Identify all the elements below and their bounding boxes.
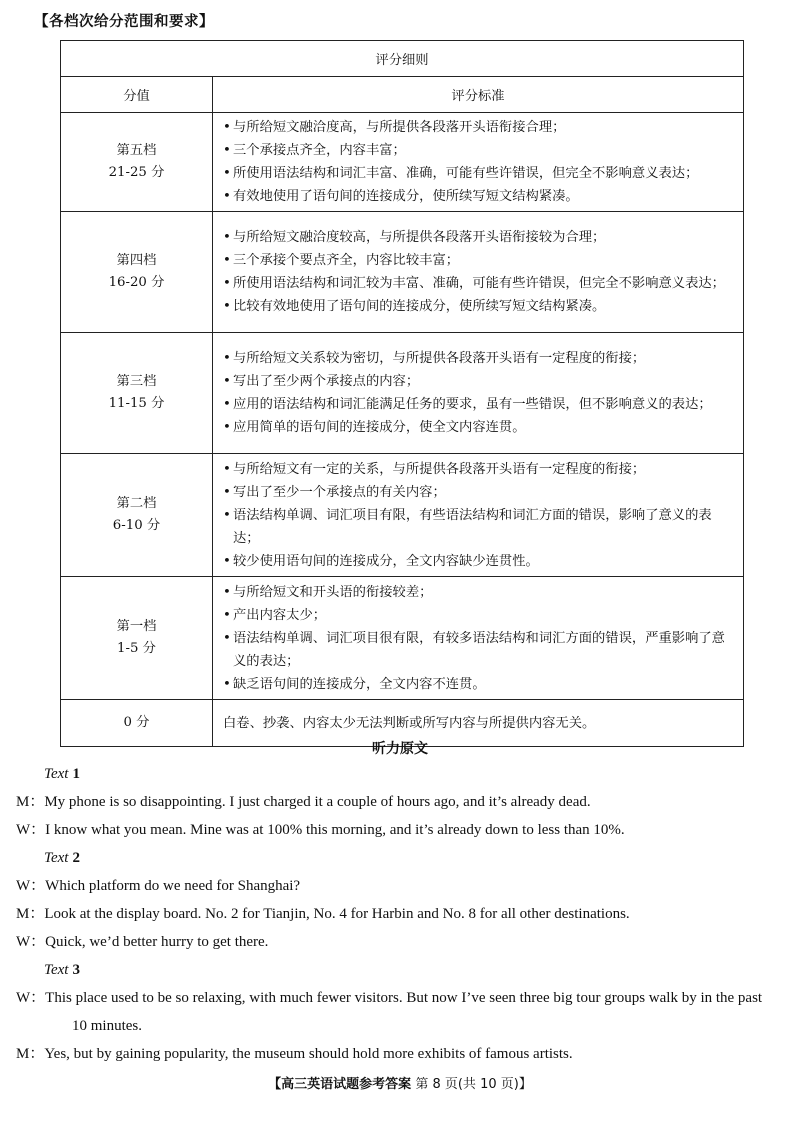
footer-page-info: 第 8 页(共 10 页)】 [415,1077,532,1092]
criterion-item: • 与所给短文和开头语的衔接较差； [223,581,735,604]
dialog-line [16,900,774,928]
zero-score-cell: 0 分 [61,700,213,747]
rubric-row-level-2 [61,454,744,577]
dialog-text: Which platform do we need for Shanghai? [45,878,301,894]
dialog-line [16,1040,774,1068]
speaker-label: W： [16,822,46,838]
dialog-line [16,872,774,900]
criterion-item: • 应用的语法结构和词汇能满足任务的要求，虽有一些错误，但不影响意义的表达； [223,393,735,416]
criterion-item: • 三个承接个要点齐全，内容比较丰富； [223,249,735,272]
listening-title: 听力原文 [372,741,428,757]
text-label: Text 2 [44,850,80,866]
criterion-item: • 缺乏语句间的连接成分，全文内容不连贯。 [223,673,735,696]
criterion-item: • 比较有效地使用了语句间的连接成分，使所续写短文结构紧凑。 [223,295,735,318]
dialog-text: I know what you mean. Mine was at 100% this morning, and it’s already down to less than 10%. [45,822,625,838]
rubric-row-level-3 [61,333,744,454]
rubric-row-level-5 [61,113,744,212]
criterion-item: • 所使用语法结构和词汇丰富、准确，可能有些许错误，但完全不影响意义表达； [223,162,735,185]
level-name: 第三档 [116,374,157,389]
listening-transcript [16,760,774,1068]
criterion-item: • 写出了至少两个承接点的内容； [223,370,735,393]
criterion-item: • 与所给短文关系较为密切，与所提供各段落开头语有一定程度的衔接； [223,347,735,370]
page-footer [0,1073,800,1092]
dialog-line [16,816,774,844]
section-heading: 【各档次给分范围和要求】 [34,14,214,30]
criterion-item: • 语法结构单调、词汇项目有限，有些语法结构和词汇方面的错误，影响了意义的表达； [223,504,735,550]
level-cell [61,212,213,333]
zero-criteria-cell: 白卷、抄袭、内容太少无法判断或所写内容与所提供内容无关。 [213,700,744,747]
level-name: 第四档 [116,253,157,268]
speaker-label: W： [16,990,46,1006]
criterion-item: • 三个承接点齐全，内容丰富； [223,139,735,162]
dialog-text: This place used to be so relaxing, with much fewer visitors. But now I’ve seen three big tour groups walk by in the past 10 minutes. [45,990,763,1034]
criterion-item: • 应用简单的语句间的连接成分，使全文内容连贯。 [223,416,735,439]
column-header-score: 分值 [61,77,213,113]
criterion-item: • 较少使用语句间的连接成分，全文内容缺少连贯性。 [223,550,735,573]
criteria-cell [213,577,744,700]
text-label: Text 1 [44,766,80,782]
criterion-item: • 与所给短文融洽度较高，与所提供各段落开头语衔接较为合理； [223,226,735,249]
level-cell [61,333,213,454]
criteria-cell [213,113,744,212]
footer-title: 【高三英语试题参考答案 [268,1077,412,1092]
criterion-item: • 所使用语法结构和词汇较为丰富、准确，可能有些许错误，但完全不影响意义表达； [223,272,735,295]
criterion-item: • 语法结构单调、词汇项目很有限，有较多语法结构和词汇方面的错误，严重影响了意义的表达； [223,627,735,673]
speaker-label: W： [16,878,46,894]
criterion-item: • 产出内容太少； [223,604,735,627]
level-cell [61,113,213,212]
rubric-row-level-4 [61,212,744,333]
criterion-item: • 有效地使用了语句间的连接成分，使所续写短文结构紧凑。 [223,185,735,208]
text-label: Text 3 [44,962,80,978]
rubric-row-level-1 [61,577,744,700]
criteria-cell [213,454,744,577]
scoring-rubric-table [60,40,744,747]
dialog-line [16,928,774,956]
dialog-text: Look at the display board. No. 2 for Tianjin, No. 4 for Harbin and No. 8 for all other destinations. [44,906,630,922]
speaker-label: W： [16,934,46,950]
level-range: 16-20 分 [108,275,165,290]
rubric-title: 评分细则 [61,41,744,77]
level-name: 第一档 [116,619,157,634]
criteria-cell [213,333,744,454]
dialog-text: My phone is so disappointing. I just charged it a couple of hours ago, and it’s already dead. [44,794,591,810]
dialog-line [16,788,774,816]
level-name: 第五档 [116,143,157,158]
level-range: 11-15 分 [108,396,165,411]
column-header-criteria: 评分标准 [213,77,744,113]
criterion-item: • 与所给短文融洽度高，与所提供各段落开头语衔接合理； [223,116,735,139]
level-range: 21-25 分 [108,165,165,180]
level-range: 1-5 分 [117,641,156,656]
level-name: 第二档 [116,496,157,511]
criteria-cell [213,212,744,333]
criterion-item: • 写出了至少一个承接点的有关内容； [223,481,735,504]
level-cell [61,577,213,700]
dialog-text: Quick, we’d better hurry to get there. [45,934,269,950]
criterion-item: • 与所给短文有一定的关系，与所提供各段落开头语有一定程度的衔接； [223,458,735,481]
dialog-line [16,984,774,1040]
level-range: 6-10 分 [112,518,161,533]
dialog-text: Yes, but by gaining popularity, the museum should hold more exhibits of famous artists. [44,1046,573,1062]
level-cell [61,454,213,577]
